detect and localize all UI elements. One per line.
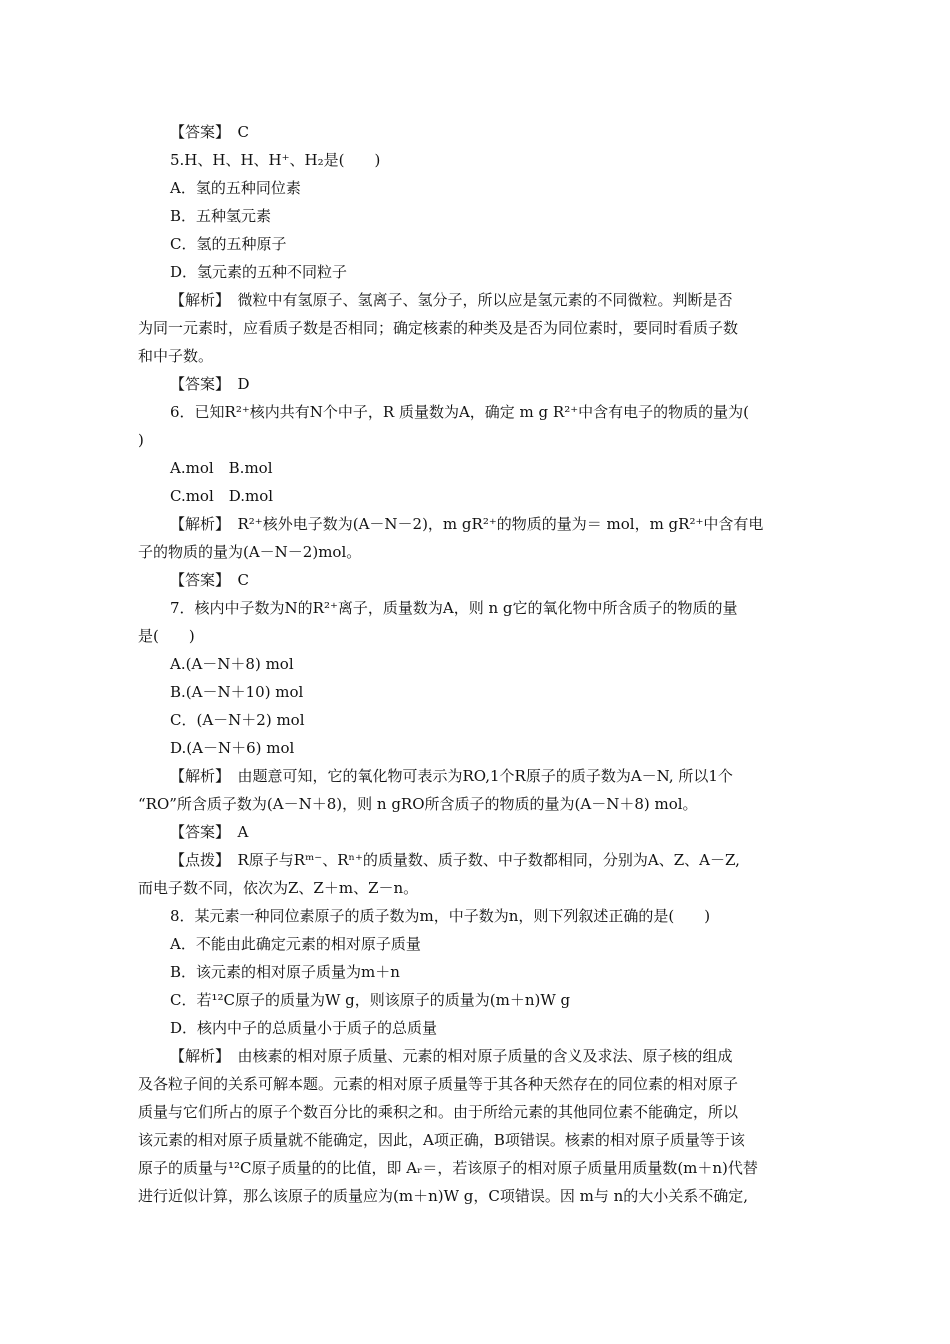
answer-line-q7: 【答案】 A bbox=[170, 823, 249, 841]
q8-option-c: C．若¹²C原子的质量为W g，则该原子的质量为(m＋n)W g bbox=[170, 991, 571, 1009]
q5-option-b: B．五种氢元素 bbox=[170, 207, 272, 225]
q8-analysis-line-5: 原子的质量与¹²C原子质量的的比值，即 Aᵣ＝，若该原子的相对原子质量用质量数(m＋n)代替 bbox=[138, 1159, 758, 1177]
q6-options-ab: A.mol B.mol bbox=[170, 459, 273, 477]
answer-line-q6: 【答案】 C bbox=[170, 571, 249, 589]
q7-tip-line-1: 【点拨】 R原子与Rᵐ⁻、Rⁿ⁺的质量数、质子数、中子数都相同，分别为A、Z、A－Z, bbox=[170, 851, 740, 869]
question-8-stem: 8．某元素一种同位素原子的质子数为m，中子数为n，则下列叙述正确的是( ) bbox=[170, 907, 711, 925]
q5-option-a: A．氢的五种同位素 bbox=[170, 179, 301, 197]
question-7-stem: 7．核内中子数为N的R²⁺离子，质量数为A，则 n g它的氧化物中所含质子的物质的量 bbox=[170, 599, 738, 617]
answer-line-q5: 【答案】 D bbox=[170, 375, 250, 393]
q7-analysis-line-2: “RO”所含质子数为(A－N＋8)，则 n gRO所含质子的物质的量为(A－N＋8) mol。 bbox=[138, 795, 698, 813]
question-7-stem-cont: 是( ) bbox=[138, 627, 195, 645]
q7-analysis-line-1: 【解析】 由题意可知，它的氧化物可表示为RO,1个R原子的质子数为A－N, 所以1个 bbox=[170, 767, 733, 785]
question-6-stem-cont: ) bbox=[138, 431, 144, 449]
q5-analysis-line-3: 和中子数。 bbox=[138, 347, 214, 365]
q7-tip-line-2: 而电子数不同，依次为Z、Z＋m、Z－n。 bbox=[138, 879, 419, 897]
q8-analysis-line-2: 及各粒子间的关系可解本题。元素的相对原子质量等于其各种天然存在的同位素的相对原子 bbox=[138, 1075, 739, 1093]
q5-option-d: D．氢元素的五种不同粒子 bbox=[170, 263, 348, 281]
q6-analysis-line-2: 子的物质的量为(A－N－2)mol。 bbox=[138, 543, 362, 561]
question-5-stem: 5.H、H、H、H⁺、H₂是( ) bbox=[170, 151, 381, 169]
q7-option-c: C．(A－N＋2) mol bbox=[170, 711, 305, 729]
q6-analysis-line-1: 【解析】 R²⁺核外电子数为(A－N－2)，m gR²⁺的物质的量为＝ mol，m gR²⁺中含有电 bbox=[170, 515, 764, 533]
q7-option-a: A.(A－N＋8) mol bbox=[170, 655, 294, 673]
q8-option-a: A．不能由此确定元素的相对原子质量 bbox=[170, 935, 421, 953]
q7-option-d: D.(A－N＋6) mol bbox=[170, 739, 295, 757]
q5-analysis-line-2: 为同一元素时，应看质子数是否相同；确定核素的种类及是否为同位素时，要同时看质子数 bbox=[138, 319, 739, 337]
q7-option-b: B.(A－N＋10) mol bbox=[170, 683, 304, 701]
question-6-stem: 6．已知R²⁺核内共有N个中子，R 质量数为A，确定 m g R²⁺中含有电子的物质的量为( bbox=[170, 403, 749, 421]
q5-option-c: C．氢的五种原子 bbox=[170, 235, 287, 253]
q8-option-b: B．该元素的相对原子质量为m＋n bbox=[170, 963, 400, 981]
q8-option-d: D．核内中子的总质量小于质子的总质量 bbox=[170, 1019, 438, 1037]
q8-analysis-line-4: 该元素的相对原子质量就不能确定，因此，A项正确，B项错误。核素的相对原子质量等于该 bbox=[138, 1131, 745, 1149]
q8-analysis-line-3: 质量与它们所占的原子个数百分比的乘积之和。由于所给元素的其他同位素不能确定，所以 bbox=[138, 1103, 739, 1121]
q8-analysis-line-1: 【解析】 由核素的相对原子质量、元素的相对原子质量的含义及求法、原子核的组成 bbox=[170, 1047, 733, 1065]
answer-line-q4: 【答案】 C bbox=[170, 123, 249, 141]
q6-options-cd: C.mol D.mol bbox=[170, 487, 274, 505]
q5-analysis-line-1: 【解析】 微粒中有氢原子、氢离子、氢分子，所以应是氢元素的不同微粒。判断是否 bbox=[170, 291, 733, 309]
q8-analysis-line-6: 进行近似计算，那么该原子的质量应为(m＋n)W g，C项错误。因 m与 n的大小关系不确定, bbox=[138, 1187, 749, 1205]
